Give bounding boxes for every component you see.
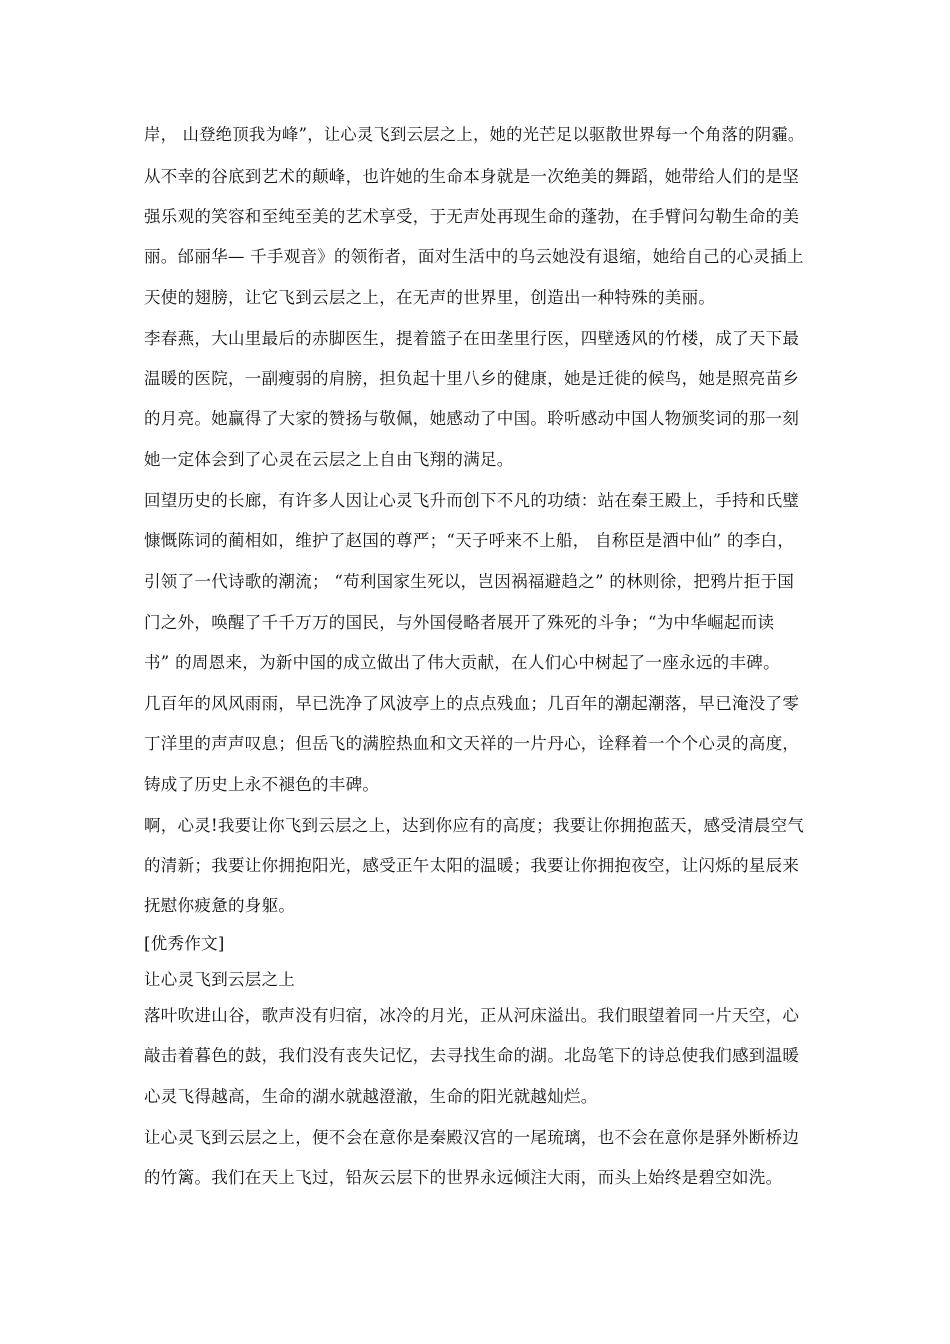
text-line: 抚慰你疲惫的身躯。	[144, 896, 296, 915]
text-line: 天使的翅膀，让它飞到云层之上，在无声的世界里，创造出一种特殊的美丽。	[144, 288, 716, 307]
text-line: 的清新；我要让你拥抱阳光，感受正午太阳的温暖；我要让你拥抱夜空，让闪烁的星辰来	[144, 856, 800, 875]
text-line: 落叶吹进山谷，歌声没有归宿，冰冷的月光，正从河床溢出。我们眼望着同一片天空，心	[144, 1006, 800, 1025]
text-line: 从不幸的谷底到艺术的颠峰，也许她的生命本身就是一次绝美的舞蹈，她带给人们的是坚	[144, 167, 800, 186]
text-line: 回望历史的长廊，有许多人因让心灵飞升而创下不凡的功绩：站在秦王殿上，手持和氏璧	[144, 491, 800, 510]
text-line: 心灵飞得越高，生命的湖水就越澄澈，生命的阳光就越灿烂。	[144, 1087, 598, 1106]
text-line: 丽。邰丽华— 千手观音》的领衔者，面对生活中的乌云她没有退缩，她给自己的心灵插上	[144, 247, 804, 266]
text-line: 慷慨陈词的蔺相如，维护了赵国的尊严；“天子呼来不上船， 自称臣是酒中仙” 的李白，	[144, 531, 795, 550]
text-line: 让心灵飞到云层之上，便不会在意你是秦殿汉宫的一尾琉璃，也不会在意你是驿外断桥边	[144, 1128, 800, 1147]
text-line: 丁洋里的声声叹息；但岳飞的满腔热血和文天祥的一片丹心，诠释着一个个心灵的高度，	[144, 734, 800, 753]
text-line: 书” 的周恩来，为新中国的成立做出了伟大贡献，在人们心中树起了一座永远的丰碑。	[144, 653, 780, 672]
essay-title: 让心灵飞到云层之上	[144, 970, 296, 989]
text-line: 岸， 山登绝顶我为峰”，让心灵飞到云层之上，她的光芒足以驱散世界每一个角落的阴霾。	[144, 125, 805, 144]
text-line: 几百年的风风雨雨，早已洗净了风波亭上的点点残血；几百年的潮起潮落，早已淹没了零	[144, 694, 800, 713]
text-line: 铸成了历史上永不褪色的丰碑。	[144, 775, 380, 794]
text-line: 的竹篱。我们在天上飞过，铅灰云层下的世界永远倾注大雨，而头上始终是碧空如洗。	[144, 1168, 783, 1187]
section-label: [优秀作文]	[144, 934, 225, 953]
text-line: 敲击着暮色的鼓，我们没有丧失记忆，去寻找生命的湖。北岛笔下的诗总使我们感到温暖	[144, 1046, 800, 1065]
text-line: 啊，心灵!我要让你飞到云层之上，达到你应有的高度；我要让你拥抱蓝天，感受清晨空气	[144, 816, 805, 835]
text-line: 李春燕，大山里最后的赤脚医生，提着篮子在田垄里行医，四壁透风的竹楼，成了天下最	[144, 329, 800, 348]
text-line: 温暖的医院，一副瘦弱的肩膀，担负起十里八乡的健康，她是迁徙的候鸟，她是照亮苗乡	[144, 369, 800, 388]
text-line: 她一定体会到了心灵在云层之上自由飞翔的满足。	[144, 450, 514, 469]
text-line: 的月亮。她赢得了大家的赞扬与敬佩，她感动了中国。聆听感动中国人物颁奖词的那一刻	[144, 409, 800, 428]
text-line: 强乐观的笑容和至纯至美的艺术享受，于无声处再现生命的蓬勃，在手臂问勾勒生命的美	[144, 207, 800, 226]
text-line: 门之外，唤醒了千千万万的国民，与外国侵略者展开了殊死的斗争；“为中华崛起而读	[144, 613, 775, 632]
text-line: 引领了一代诗歌的潮流； “苟利国家生死以，岂因祸福避趋之” 的林则徐，把鸦片拒于国	[144, 572, 795, 591]
